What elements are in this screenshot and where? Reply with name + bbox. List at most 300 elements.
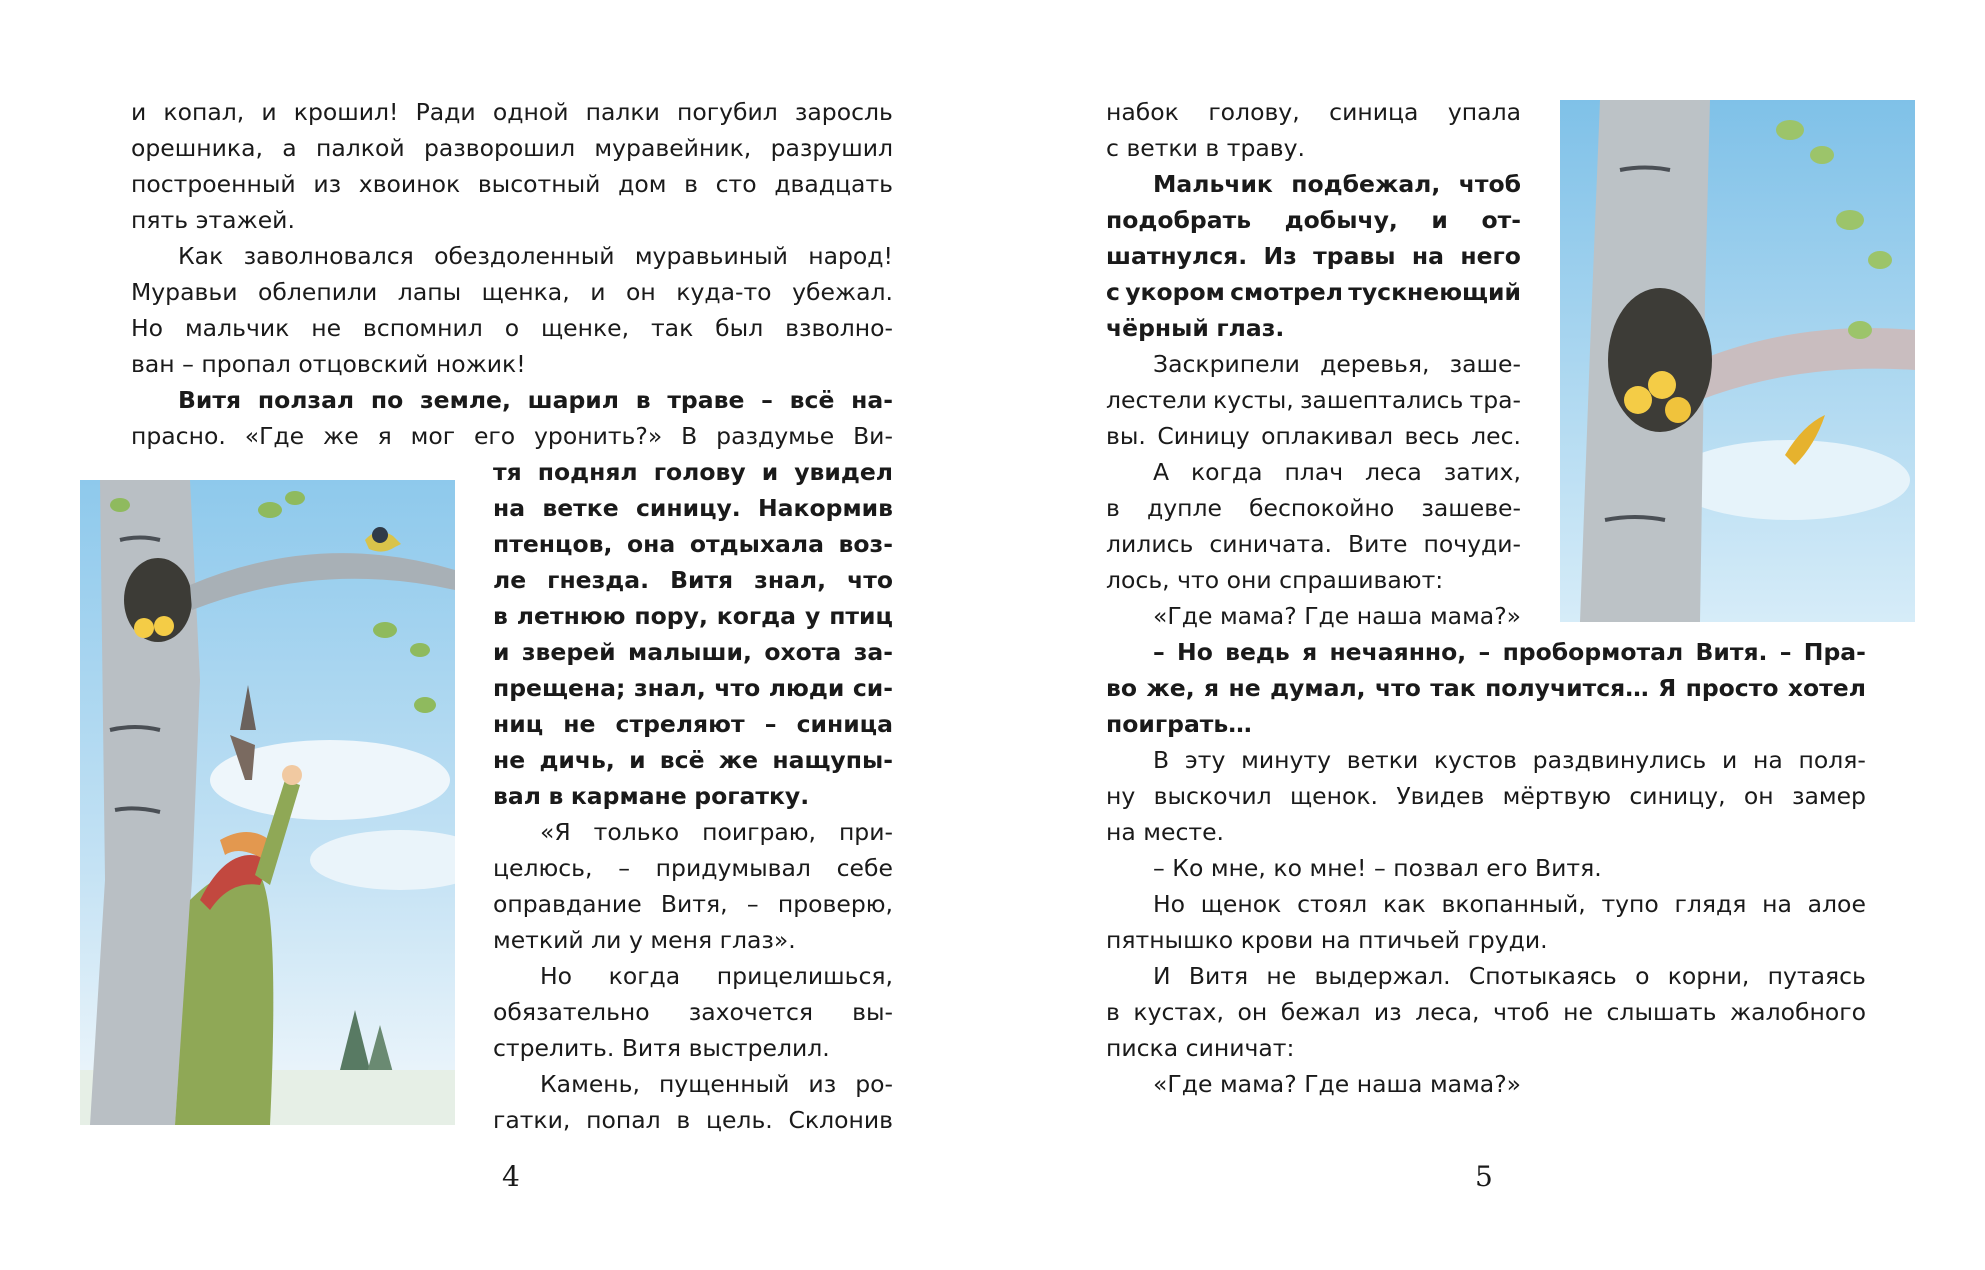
text-line: в летнюю пору, когда у птиц — [493, 602, 893, 630]
word: заросль — [794, 98, 893, 126]
word: крови — [1240, 926, 1314, 954]
word: подбежал, — [1291, 170, 1441, 198]
text-line: во же, я не думал, что так получится… Я просто хотел — [1106, 674, 1866, 702]
word: они — [1226, 566, 1272, 594]
word: почуди- — [1423, 530, 1521, 558]
word: леса, — [1415, 998, 1480, 1026]
word: В — [681, 422, 698, 450]
word: и — [261, 98, 277, 126]
text-line: И Витя не выдержал. Спотыкаясь о корни, путаясь — [1153, 962, 1866, 990]
word: цель. — [705, 1106, 773, 1134]
word: груди. — [1467, 926, 1548, 954]
word: плач — [1284, 458, 1344, 486]
word: в — [635, 386, 651, 414]
word: ползал — [257, 386, 355, 414]
word: вспомнил — [362, 314, 483, 342]
word: беспокойно — [1249, 494, 1395, 522]
text-line: лестели кусты, зашептались тра- — [1106, 386, 1521, 414]
text-line: ну выскочил щенок. Увидев мёртвую синицу, он замер — [1106, 782, 1866, 810]
word: убежал. — [792, 278, 893, 306]
text-line: ван – пропал отцовский ножик! — [131, 350, 526, 378]
word: лапы — [397, 278, 462, 306]
word: Ви- — [853, 422, 893, 450]
word: что — [847, 566, 893, 594]
word: – — [761, 386, 773, 414]
word: оплакивал — [1261, 422, 1394, 450]
word: я — [1302, 638, 1318, 666]
word: не — [1266, 962, 1297, 990]
word: путаясь — [1767, 962, 1866, 990]
word: Я — [1658, 674, 1677, 702]
page-number-right: 5 — [1475, 1160, 1493, 1193]
word: кустов — [1433, 746, 1517, 774]
word: в — [684, 170, 698, 198]
word: заволновался — [243, 242, 414, 270]
word: щенке, — [541, 314, 630, 342]
text-line: подобрать добычу, и от- — [1106, 206, 1521, 234]
text-line: лились синичата. Вите почуди- — [1106, 530, 1521, 558]
word: траве — [667, 386, 745, 414]
word: затих, — [1443, 458, 1521, 486]
word: алое — [1807, 890, 1866, 918]
word: не — [1228, 674, 1261, 702]
word: же — [718, 746, 759, 774]
word: укором — [1125, 278, 1225, 306]
word: добычу, — [1284, 206, 1398, 234]
word: этажей. — [195, 206, 295, 234]
word: смотрел — [1230, 278, 1343, 306]
word: взволно- — [785, 314, 893, 342]
word: деревья, — [1320, 350, 1430, 378]
text-line: поиграть… — [1106, 710, 1252, 738]
word: дом — [618, 170, 667, 198]
word: – — [746, 890, 759, 918]
text-line: пять этажей. — [131, 206, 295, 234]
word: о — [504, 314, 520, 342]
word: знал, — [633, 674, 706, 702]
text-line: «Я только поиграю, при- — [540, 818, 893, 846]
text-line: в кустах, он бежал из леса, чтоб не слышать жалобного — [1106, 998, 1866, 1026]
word: щенка, — [481, 278, 570, 306]
word: глядя — [1674, 890, 1747, 918]
word: пору, — [634, 602, 708, 630]
word: нечаянно, — [1329, 638, 1467, 666]
text-line: Витя ползал по земле, шарил в траве – всё на- — [178, 386, 893, 414]
word: Витя, — [660, 890, 728, 918]
word: слышать — [1606, 998, 1717, 1026]
word: ветке — [542, 494, 619, 522]
word: пущенный — [658, 1070, 790, 1098]
word: поля- — [1798, 746, 1866, 774]
word: я — [377, 422, 392, 450]
word: синицу. — [635, 494, 741, 522]
word: леса — [1365, 458, 1422, 486]
text-line: на ветке синицу. Накормив — [493, 494, 893, 522]
word: на — [1752, 746, 1783, 774]
word: крошил! — [293, 98, 399, 126]
word: ко — [1273, 854, 1302, 882]
text-line: А когда плач леса затих, — [1153, 458, 1521, 486]
text-line: построенный из хвоинок высотный дом в сто двадцать — [131, 170, 893, 198]
text-line: лось, что они спрашивают: — [1106, 566, 1444, 594]
word: летнюю — [516, 602, 626, 630]
word: и — [761, 458, 779, 486]
word: мальчик — [184, 314, 290, 342]
word: воз- — [838, 530, 893, 558]
word: разворошил — [423, 134, 576, 162]
word: бежал — [1280, 998, 1361, 1026]
word: мог — [410, 422, 456, 450]
word: пропал — [201, 350, 291, 378]
text-line: В эту минуту ветки кустов раздвинулись и на поля- — [1153, 746, 1866, 774]
word: Ко — [1172, 854, 1204, 882]
word: за- — [853, 638, 893, 666]
word: он — [1237, 998, 1268, 1026]
word: вкопанный, — [1441, 890, 1586, 918]
word: на — [1320, 926, 1351, 954]
word: Вите — [1347, 530, 1408, 558]
word: думал, — [1270, 674, 1366, 702]
word: двадцать — [774, 170, 893, 198]
word: раздумье — [716, 422, 835, 450]
word: по — [370, 386, 404, 414]
word: чтоб — [1458, 170, 1521, 198]
text-line: птенцов, она отдыхала воз- — [493, 530, 893, 558]
word: зашептались — [1299, 386, 1464, 414]
word: гнезда. — [547, 566, 650, 594]
word: когда — [608, 962, 681, 990]
text-line: Мальчик подбежал, чтоб — [1153, 170, 1521, 198]
word: разрушил — [770, 134, 893, 162]
word: месте. — [1143, 818, 1225, 846]
word: попал — [586, 1106, 661, 1134]
word: и — [590, 278, 606, 306]
word: минуту — [1241, 746, 1331, 774]
word: – — [1779, 638, 1792, 666]
word: замер — [1791, 782, 1866, 810]
word: всё — [789, 386, 835, 414]
word: палки — [585, 98, 660, 126]
word: жалобного — [1730, 998, 1866, 1026]
word: спрашивают: — [1279, 566, 1444, 594]
word: птиц — [829, 602, 893, 630]
word: и — [1721, 746, 1738, 774]
word: просто — [1685, 674, 1779, 702]
word: что — [714, 674, 761, 702]
word: кусты, — [1213, 386, 1294, 414]
word: всё — [659, 746, 705, 774]
word: так — [650, 314, 694, 342]
word: упала — [1447, 98, 1521, 126]
word: был — [715, 314, 764, 342]
word: Пра- — [1803, 638, 1866, 666]
word: шарил — [527, 386, 619, 414]
word: Витя — [1188, 962, 1249, 990]
word: синица — [796, 710, 893, 738]
text-line: Но когда прицелишься, — [540, 962, 893, 990]
word: муравейник, — [594, 134, 752, 162]
word: а — [282, 134, 297, 162]
word: поиграю, — [702, 818, 817, 846]
word: из — [313, 170, 342, 198]
word: уронить?» — [534, 422, 663, 450]
text-line: с укором смотрел тускнеющий — [1106, 278, 1521, 306]
word: раздвинулись — [1532, 746, 1707, 774]
text-line: «Где мама? Где наша мама?» — [1153, 602, 1522, 630]
word: прицелишься, — [716, 962, 893, 990]
word: не — [1563, 998, 1593, 1026]
word: Витя. — [1534, 854, 1602, 882]
word: стоял — [1297, 890, 1368, 918]
text-line: оправдание Витя, – проверю, — [493, 890, 893, 918]
word: Витя. — [1695, 638, 1768, 666]
text-line: ниц не стреляют – синица — [493, 710, 893, 738]
word: его — [1486, 854, 1528, 882]
text-line: – Но ведь я нечаянно, – пробормотал Витя. – Пра- — [1153, 638, 1866, 666]
word: синичата. — [1209, 530, 1332, 558]
word: погубил — [676, 98, 778, 126]
text-line: стрелить. Витя выстрелил. — [493, 1034, 830, 1062]
boy-slingshot-illustration — [80, 480, 455, 1125]
word: у — [628, 926, 643, 954]
word: она — [627, 530, 676, 558]
word: когда — [1190, 458, 1263, 486]
word: в — [548, 782, 564, 810]
text-line: Камень, пущенный из ро- — [540, 1070, 893, 1098]
word: народ! — [808, 242, 893, 270]
word: – — [764, 710, 777, 738]
word: лес. — [1471, 422, 1521, 450]
text-line: Заскрипели деревья, заше- — [1153, 350, 1521, 378]
text-line: тя поднял голову и увидел — [493, 458, 893, 486]
word: корни, — [1667, 962, 1750, 990]
word: эту — [1184, 746, 1226, 774]
word: – — [182, 350, 194, 378]
text-line: меткий ли у меня глаз». — [493, 926, 796, 954]
word: что — [1374, 674, 1421, 702]
word: голову, — [1208, 98, 1300, 126]
word: нащупы- — [772, 746, 893, 774]
word: из — [808, 1070, 837, 1098]
word: придумывал — [655, 854, 811, 882]
word: мама? — [1219, 1070, 1297, 1098]
word: пробормотал — [1502, 638, 1684, 666]
word: чтоб — [1493, 998, 1550, 1026]
word: ро- — [855, 1070, 893, 1098]
word: весь — [1404, 422, 1460, 450]
word: кармане — [570, 782, 687, 810]
text-line: с ветки в траву. — [1106, 134, 1306, 162]
word: же, — [1146, 674, 1195, 702]
word: он — [1743, 782, 1774, 810]
word: и — [1431, 206, 1448, 234]
word: на — [1411, 242, 1445, 270]
text-line: – Ко мне, ко мне! – позвал его Витя. — [1153, 854, 1602, 882]
word: отцовский — [298, 350, 429, 378]
word: Спотыкаясь — [1468, 962, 1617, 990]
word: когда — [716, 602, 797, 630]
word: отдыхала — [689, 530, 824, 558]
word: его — [473, 422, 516, 450]
word: мне, — [1210, 854, 1266, 882]
word: позвал — [1393, 854, 1479, 882]
nest-chicks-illustration — [1560, 100, 1915, 622]
word: хотел — [1787, 674, 1866, 702]
text-line: пятнышко крови на птичьей груди. — [1106, 926, 1548, 954]
word: синицу, — [1629, 782, 1726, 810]
word: увидел — [794, 458, 893, 486]
word: мама?» — [1429, 1070, 1522, 1098]
text-line: Но мальчик не вспомнил о щенке, так был взволно- — [131, 314, 893, 342]
text-line: обязательно захочется вы- — [493, 998, 893, 1026]
word: траву. — [1226, 134, 1306, 162]
word: ножик! — [435, 350, 526, 378]
word: как — [1382, 890, 1426, 918]
word: в — [1205, 134, 1220, 162]
word: выдержал. — [1314, 962, 1451, 990]
word: дупле — [1146, 494, 1222, 522]
word: куда-то — [676, 278, 772, 306]
word: мама? — [1219, 602, 1297, 630]
word: муравьиный — [634, 242, 788, 270]
word: щенок. — [1290, 782, 1379, 810]
word: Где — [1304, 602, 1350, 630]
word: мне! — [1309, 854, 1367, 882]
word: он — [626, 278, 656, 306]
word: Склонив — [788, 1106, 893, 1134]
word: вы- — [852, 998, 893, 1026]
word: не — [563, 710, 596, 738]
word: глаз». — [719, 926, 796, 954]
word: ветки — [1126, 134, 1198, 162]
word: о — [1635, 962, 1650, 990]
word: охота — [764, 638, 842, 666]
word: и — [629, 746, 646, 774]
word: Ради — [415, 98, 476, 126]
word: выскочил — [1153, 782, 1272, 810]
word: Накормив — [758, 494, 893, 522]
word: поднял — [537, 458, 638, 486]
word: копал, — [163, 98, 245, 126]
word: – — [1478, 638, 1491, 666]
word: Витя — [670, 566, 734, 594]
word: кустах, — [1133, 998, 1224, 1026]
word: тра- — [1469, 386, 1521, 414]
word: малыши, — [628, 638, 752, 666]
word: себе — [836, 854, 893, 882]
word: сто — [715, 170, 757, 198]
word: ветки — [1346, 746, 1419, 774]
word: палкой — [316, 134, 405, 162]
text-line: прещена; знал, что люди си- — [493, 674, 893, 702]
word: меня — [650, 926, 713, 954]
word: у — [804, 602, 821, 630]
word: проверю, — [777, 890, 893, 918]
word: одной — [492, 98, 569, 126]
word: тупо — [1601, 890, 1659, 918]
text-line: на месте. — [1106, 818, 1225, 846]
word: «Где — [244, 422, 305, 450]
word: получится… — [1485, 674, 1649, 702]
word: мёртвую — [1502, 782, 1612, 810]
word: зверей — [521, 638, 616, 666]
text-line: чёрный глаз. — [1106, 314, 1285, 342]
word: выстрелил. — [688, 1034, 830, 1062]
word: зашеве- — [1421, 494, 1521, 522]
word: не — [311, 314, 342, 342]
word: при- — [838, 818, 893, 846]
word: птичьей — [1358, 926, 1460, 954]
word: травы — [1313, 242, 1396, 270]
word: в — [676, 1106, 691, 1134]
text-line: ле гнезда. Витя знал, что — [493, 566, 893, 594]
word: – — [1373, 854, 1386, 882]
text-line: Муравьи облепили лапы щенка, и он куда-то убежал. — [131, 278, 893, 306]
word: рогатку. — [694, 782, 810, 810]
word: Из — [1263, 242, 1297, 270]
text-line: и зверей малыши, охота за- — [493, 638, 893, 666]
text-line: вал в кармане рогатку. — [493, 782, 810, 810]
word: люди — [768, 674, 845, 702]
word: высотный — [477, 170, 601, 198]
text-line: писка синичат: — [1106, 1034, 1295, 1062]
word: на — [1762, 890, 1792, 918]
word: ведь — [1225, 638, 1290, 666]
word: ли — [591, 926, 622, 954]
word: наша — [1356, 1070, 1423, 1098]
text-line: орешника, а палкой разворошил муравейник, разрушил — [131, 134, 893, 162]
text-line: целюсь, – придумывал себе — [493, 854, 893, 882]
word: же — [323, 422, 359, 450]
word: дичь, — [539, 746, 615, 774]
word: на- — [851, 386, 893, 414]
word: глаз. — [1216, 314, 1285, 342]
word: Увидев — [1396, 782, 1485, 810]
text-line: Как заволновался обездоленный муравьиный народ! — [178, 242, 893, 270]
text-line: и копал, и крошил! Ради одной палки погубил заросль — [131, 98, 893, 126]
word: него — [1460, 242, 1521, 270]
text-line: шатнулся. Из травы на него — [1106, 242, 1521, 270]
word: земле, — [420, 386, 511, 414]
word: захочется — [688, 998, 814, 1026]
word: облепили — [258, 278, 378, 306]
word: щенок — [1200, 890, 1282, 918]
word: синица — [1329, 98, 1419, 126]
text-line: вы. Синицу оплакивал весь лес. — [1106, 422, 1521, 450]
word: из — [1373, 998, 1402, 1026]
word: синичат: — [1185, 1034, 1295, 1062]
word: тускнеющий — [1348, 278, 1521, 306]
word: мама?» — [1429, 602, 1522, 630]
word: Но — [1177, 638, 1213, 666]
text-line: «Где мама? Где наша мама?» — [1153, 1070, 1522, 1098]
page-number-left: 4 — [502, 1160, 520, 1193]
text-line: не дичь, и всё же нащупы- — [493, 746, 893, 774]
text-line: набок голову, синица упала — [1106, 98, 1521, 126]
word: так — [1430, 674, 1476, 702]
word: Синицу — [1157, 422, 1250, 450]
word: голову — [653, 458, 746, 486]
word: обездоленный — [434, 242, 615, 270]
word: си- — [852, 674, 893, 702]
word: наша — [1356, 602, 1423, 630]
word: стреляют — [615, 710, 745, 738]
text-line: гатки, попал в цель. Склонив — [493, 1106, 893, 1134]
word: – — [618, 854, 630, 882]
text-line: в дупле беспокойно зашеве- — [1106, 494, 1521, 522]
text-line: прасно. «Где же я мог его уронить?» В раздумье Ви- — [131, 422, 893, 450]
word: хвоинок — [358, 170, 461, 198]
